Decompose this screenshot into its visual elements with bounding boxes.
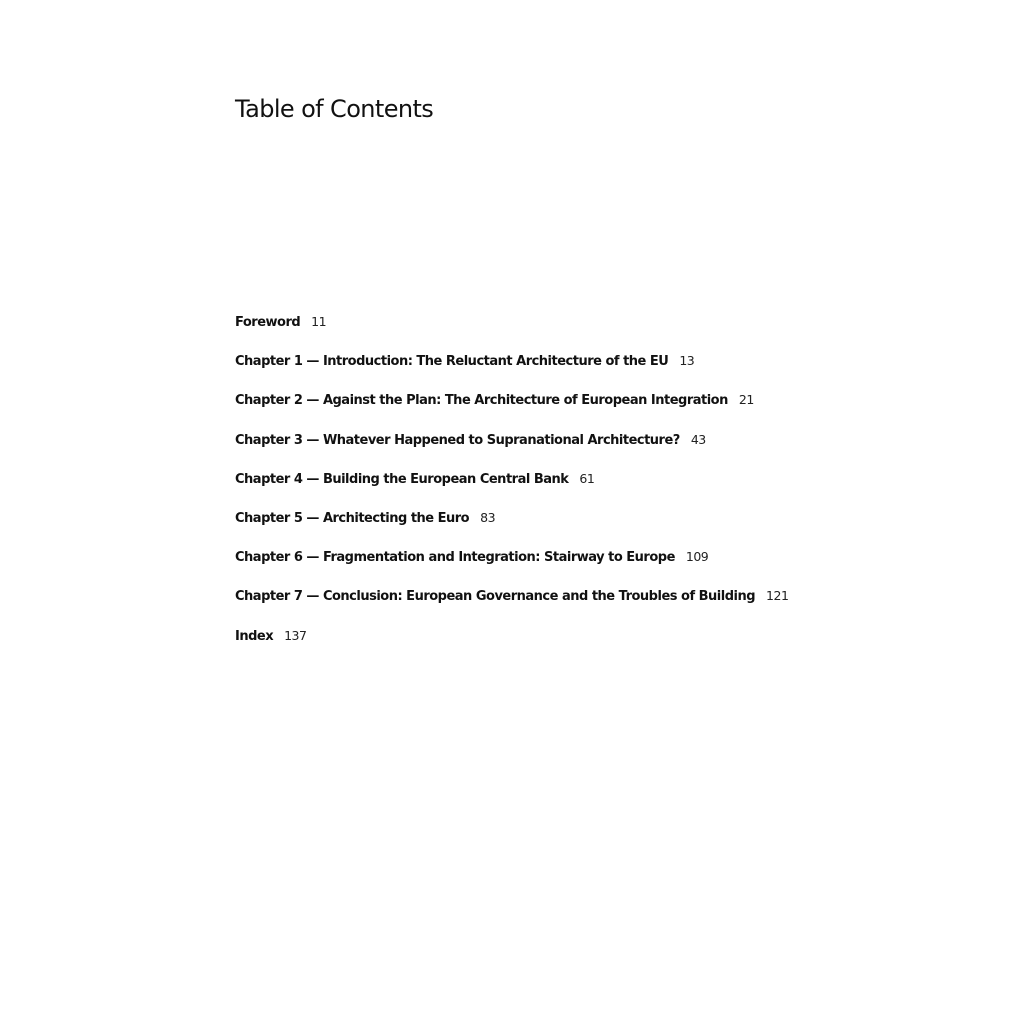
- toc-entry-page-number: 137: [284, 627, 307, 643]
- toc-entry-chapter-5: [235, 508, 788, 547]
- toc-entry-title: Foreword: [235, 315, 301, 330]
- toc-entry-chapter-6: [235, 547, 788, 586]
- toc-entry-page-number: 83: [480, 509, 496, 525]
- toc-entry-foreword: [235, 312, 788, 351]
- toc-entry-title: Index: [235, 628, 274, 644]
- toc-entry-title: Chapter 2 — Against the Plan: The Architecture of European Integration: [235, 393, 728, 409]
- toc-entry-title: Chapter 4 — Building the European Central Bank: [235, 471, 569, 487]
- toc-entry-title: Chapter 6 — Fragmentation and Integration: Stairway to Europe: [235, 550, 675, 566]
- toc-entry-chapter-7: [235, 586, 788, 625]
- toc-entry-page-number: 43: [690, 431, 706, 447]
- toc-entry-page-number: 11: [311, 314, 327, 329]
- toc-entry-title: Chapter 3 — Whatever Happened to Supranational Architecture?: [235, 432, 680, 448]
- toc-entry-page-number: 13: [679, 353, 695, 369]
- toc-entry-title: Chapter 1 — Introduction: The Reluctant Architecture of the EU: [235, 354, 669, 370]
- toc-entry-title: Chapter 7 — Conclusion: European Governance and the Troubles of Building: [235, 589, 756, 605]
- toc-entry-chapter-1: [235, 351, 788, 390]
- page-title: Table of Contents: [235, 95, 434, 123]
- table-of-contents-list: [235, 312, 788, 665]
- toc-entry-index: [235, 626, 788, 665]
- toc-entry-chapter-2: [235, 390, 788, 429]
- toc-entry-page-number: 61: [579, 470, 595, 486]
- toc-entry-page-number: 109: [685, 549, 709, 565]
- toc-entry-title: Chapter 5 — Architecting the Euro: [235, 510, 470, 526]
- toc-entry-page-number: 121: [766, 588, 789, 604]
- toc-entry-chapter-4: [235, 469, 788, 508]
- toc-entry-page-number: 21: [738, 392, 754, 408]
- toc-entry-chapter-3: [235, 430, 788, 469]
